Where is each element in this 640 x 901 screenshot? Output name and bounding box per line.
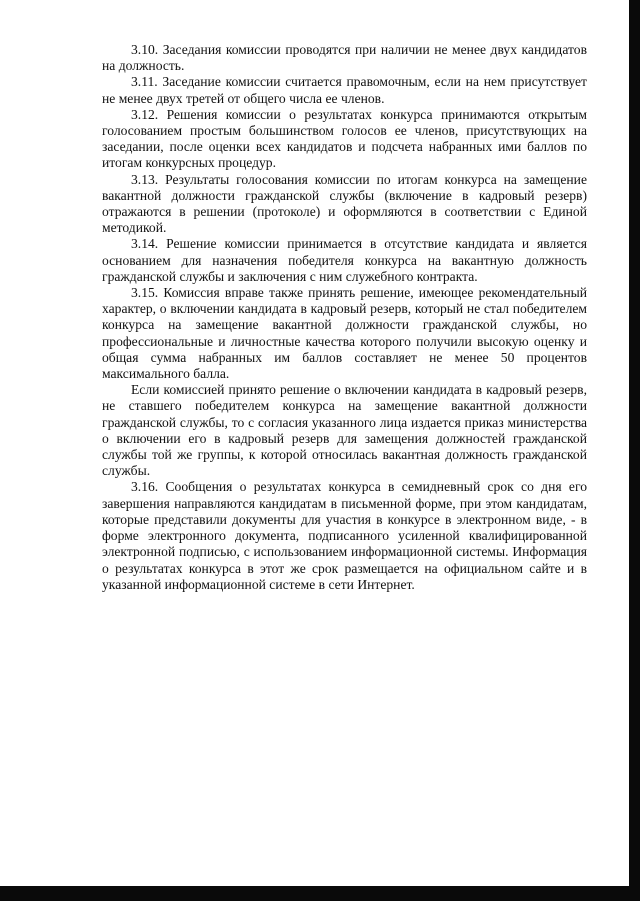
paragraph-3-14: 3.14. Решение комиссии принимается в отсутствие кандидата и является основанием для назначения победителя конкурса на вакантную должность гражданской службы и заключения с ним служебного контракта.	[102, 236, 587, 284]
document-body	[102, 42, 587, 593]
paragraph-3-16: 3.16. Сообщения о результатах конкурса в семидневный срок со дня его завершения направляются кандидатам в письменной форме, при этом кандидатам, которые представили документы для участия в конкурсе в электронном виде, - в форме электронного документа, подписанного усиленной квалифицированной электронной подписью, с использованием информационной системы. Информация о результатах конкурса в этот же срок размещается на официальном сайте и в указанной информационной системе в сети Интернет.	[102, 479, 587, 592]
paragraph-3-12: 3.12. Решения комиссии о результатах конкурса принимаются открытым голосованием простым большинством голосов ее членов, присутствующих на заседании, после оценки всех кандидатов и подсчета набранных ими баллов по итогам конкурсных процедур.	[102, 106, 587, 171]
scan-bottom-border	[0, 886, 640, 901]
paragraph-3-15: 3.15. Комиссия вправе также принять решение, имеющее рекомендательный характер, о включении кандидата в кадровый резерв, который не стал победителем конкурса на замещение вакантной должности гражданской службы, но профессиональные и личностные качества которого получили высокую оценку и общая сумма набранных им баллов составляет не менее 50 процентов максимального балла.	[102, 285, 587, 382]
paragraph-3-11: 3.11. Заседание комиссии считается правомочным, если на нем присутствует не менее двух третей от общего числа ее членов.	[102, 74, 587, 106]
paragraph-3-13: 3.13. Результаты голосования комиссии по итогам конкурса на замещение вакантной должности гражданской службы (включение в кадровый резерв) отражаются в решении (протоколе) и оформляются в соответствии с Единой методикой.	[102, 171, 587, 236]
scan-right-border	[629, 0, 640, 901]
paragraph-reserve-decision: Если комиссией принято решение о включении кандидата в кадровый резерв, не ставшего победителем конкурса на замещение вакантной должности гражданской службы, то с согласия указанного лица издается приказ министерства о включении его в кадровый резерв для замещения должностей гражданской службы той же группы, к которой относилась вакантная должность гражданской службы.	[102, 382, 587, 479]
paragraph-3-10: 3.10. Заседания комиссии проводятся при наличии не менее двух кандидатов на должность.	[102, 42, 587, 74]
